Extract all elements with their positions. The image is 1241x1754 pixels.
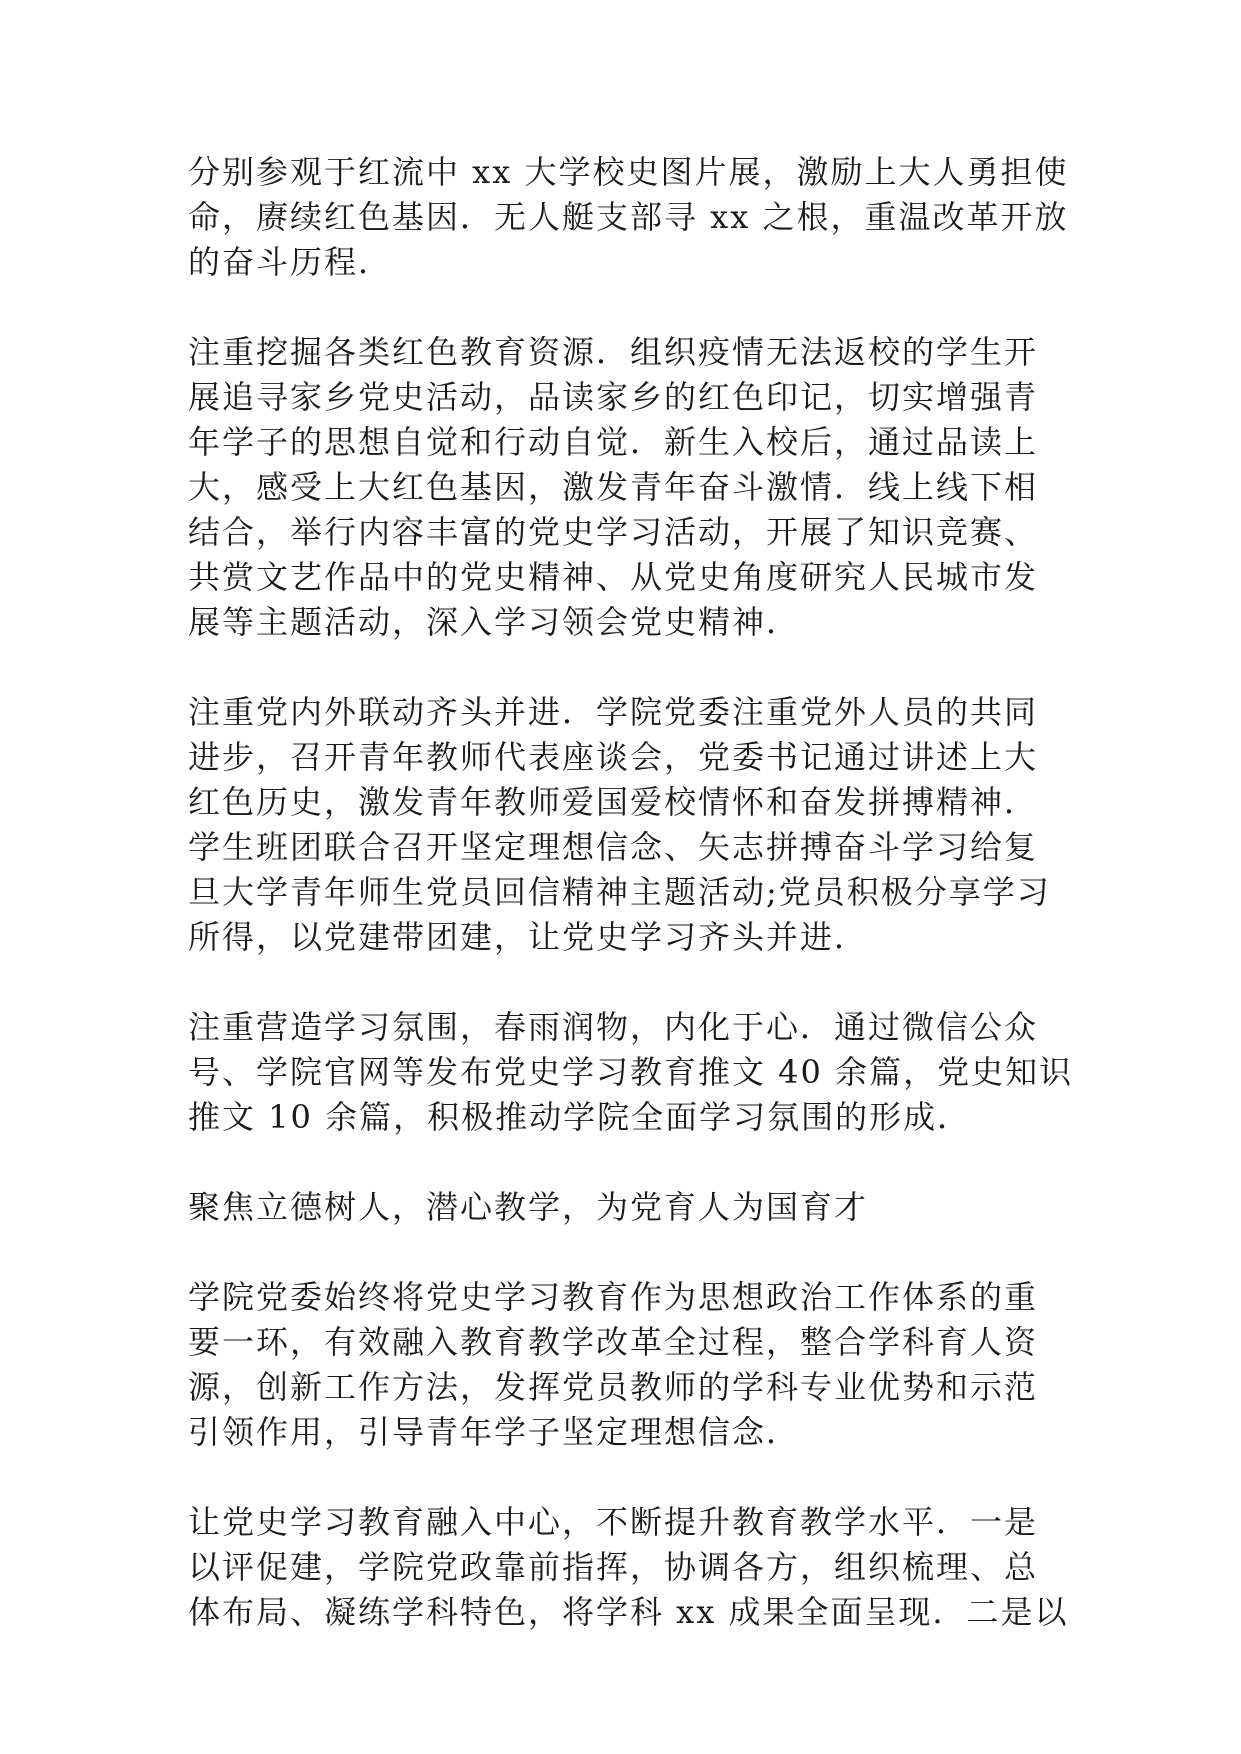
- paragraph-gap: [188, 1455, 1043, 1500]
- paragraph-gap: [188, 645, 1043, 690]
- paragraph: [188, 330, 1043, 645]
- text-line: 注重党内外联动齐头并进．学院党委注重党外人员的共同: [188, 693, 1039, 731]
- text-line: 的奋斗历程．: [188, 243, 393, 281]
- text-line: 年学子的思想自觉和行动自觉．新生入校后，通过品读上: [188, 423, 1039, 461]
- text-line: 学院党委始终将党史学习教育作为思想政治工作体系的重: [188, 1278, 1039, 1316]
- paragraph: [188, 1005, 1074, 1140]
- text-line: 共赏文艺作品中的党史精神、从党史角度研究人民城市发: [188, 558, 1039, 596]
- text-line: 分别参观于红流中 xx 大学校史图片展，激励上大人勇担使: [188, 153, 1069, 191]
- text-line: 号、学院官网等发布党史学习教育推文 40 余篇，党史知识: [188, 1053, 1074, 1091]
- paragraph: [188, 150, 1069, 285]
- section-heading: [188, 1185, 1043, 1230]
- text-line: 进步，召开青年教师代表座谈会，党委书记通过讲述上大: [188, 738, 1039, 776]
- text-line: 引领作用，引导青年学子坚定理想信念．: [188, 1413, 801, 1451]
- text-line: 旦大学青年师生党员回信精神主题活动;党员积极分享学习: [188, 873, 1051, 911]
- paragraph: [188, 1500, 1069, 1635]
- text-line: 注重营造学习氛围，春雨润物，内化于心．通过微信公众: [188, 1008, 1039, 1046]
- text-line: 展等主题活动，深入学习领会党史精神．: [188, 603, 801, 641]
- paragraph-gap: [188, 1230, 1043, 1275]
- text-line: 以评促建，学院党政靠前指挥，协调各方，组织梳理、总: [188, 1548, 1039, 1586]
- text-line: 推文 10 余篇，积极推动学院全面学习氛围的形成．: [188, 1098, 972, 1136]
- paragraph-gap: [188, 960, 1043, 1005]
- paragraph-gap: [188, 1140, 1043, 1185]
- text-line: 命，赓续红色基因．无人艇支部寻 xx 之根，重温改革开放: [188, 198, 1069, 236]
- text-line: 所得，以党建带团建，让党史学习齐头并进．: [188, 918, 869, 956]
- text-line: 要一环，有效融入教育教学改革全过程，整合学科育人资: [188, 1323, 1039, 1361]
- text-line: 让党史学习教育融入中心，不断提升教育教学水平．一是: [188, 1503, 1039, 1541]
- text-line: 聚焦立德树人，潜心教学，为党育人为国育才: [188, 1188, 869, 1226]
- text-line: 大，感受上大红色基因，激发青年奋斗激情．线上线下相: [188, 468, 1039, 506]
- paragraph: [188, 1275, 1043, 1455]
- text-line: 结合，举行内容丰富的党史学习活动，开展了知识竞赛、: [188, 513, 1039, 551]
- text-line: 注重挖掘各类红色教育资源．组织疫情无法返校的学生开: [188, 333, 1039, 371]
- paragraph-gap: [188, 285, 1043, 330]
- document-body: [188, 150, 1074, 1635]
- text-line: 体布局、凝练学科特色，将学科 xx 成果全面呈现．二是以: [188, 1593, 1069, 1631]
- text-line: 展追寻家乡党史活动，品读家乡的红色印记，切实增强青: [188, 378, 1039, 416]
- text-line: 红色历史，激发青年教师爱国爱校情怀和奋发拼搏精神．: [188, 783, 1039, 821]
- paragraph: [188, 690, 1051, 960]
- text-line: 学生班团联合召开坚定理想信念、矢志拼搏奋斗学习给复: [188, 828, 1039, 866]
- text-line: 源，创新工作方法，发挥党员教师的学科专业优势和示范: [188, 1368, 1039, 1406]
